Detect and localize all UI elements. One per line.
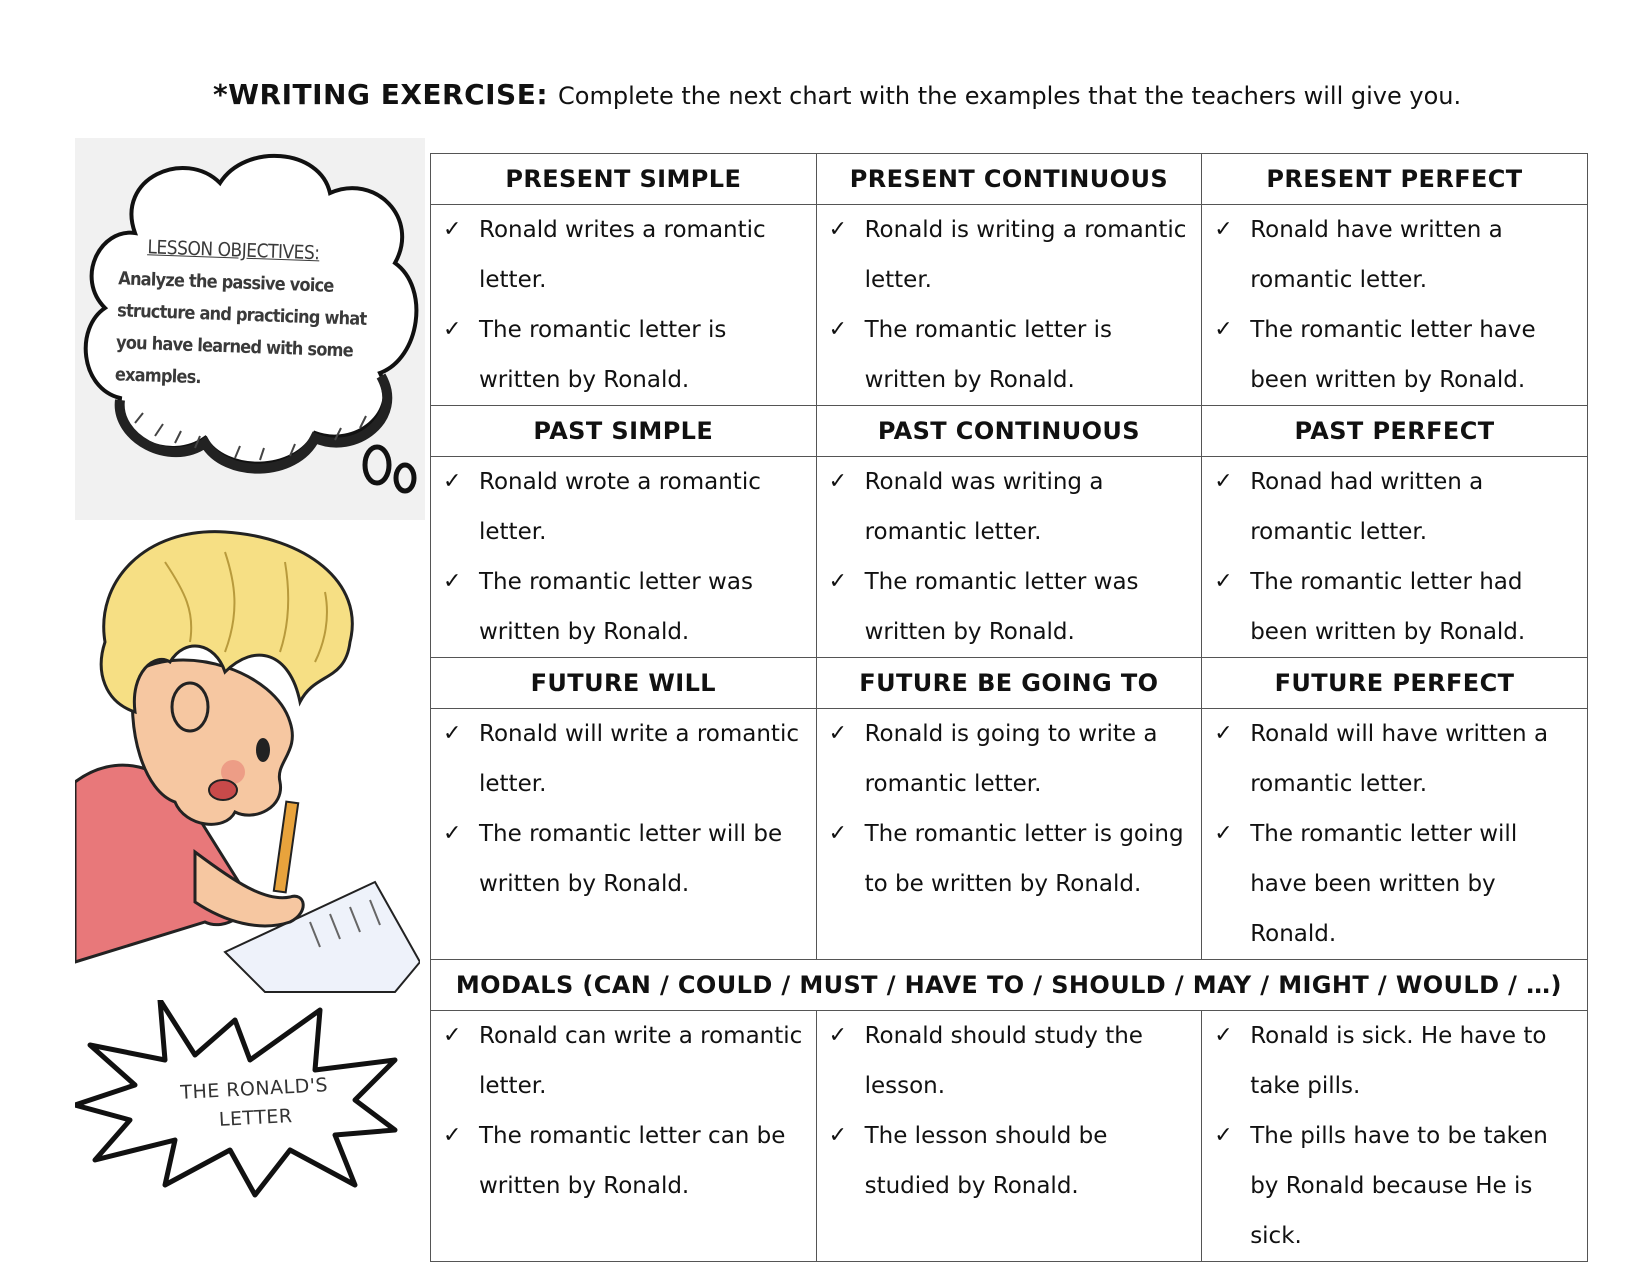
passive-example: ✓ The romantic letter have been written by Ronald. <box>1202 305 1587 405</box>
example-cell <box>816 1011 1202 1262</box>
example-cell <box>1202 205 1588 406</box>
ronalds-letter-burst <box>75 1000 420 1200</box>
check-icon: ✓ <box>443 469 462 494</box>
active-example: ✓ Ronald is sick. He have to take pills. <box>1202 1011 1587 1111</box>
burst-line-1: THE RONALD'S <box>179 1074 329 1104</box>
example-cell <box>1202 1011 1588 1262</box>
passive-example: ✓ The romantic letter is written by Ronald. <box>431 305 816 405</box>
header-modals: MODALS (CAN / COULD / MUST / HAVE TO / SHOULD / MAY / MIGHT / WOULD / …) <box>431 960 1588 1011</box>
section-header-row <box>431 658 1588 709</box>
check-icon: ✓ <box>828 1023 848 1048</box>
check-icon: ✓ <box>1214 1023 1233 1048</box>
burst-label <box>154 1070 357 1138</box>
section-header-row <box>431 960 1588 1011</box>
objectives-title: LESSON OBJECTIVES: <box>147 236 320 265</box>
header-future-perfect: FUTURE PERFECT <box>1202 658 1588 709</box>
check-icon: ✓ <box>1214 469 1233 494</box>
check-icon: ✓ <box>1214 721 1233 746</box>
check-icon: ✓ <box>828 821 848 846</box>
passive-example: ✓ The romantic letter had been written by Ronald. <box>1202 557 1587 657</box>
check-icon: ✓ <box>443 217 462 242</box>
example-cell <box>431 205 817 406</box>
header-past-perfect: PAST PERFECT <box>1202 406 1588 457</box>
section-header-row <box>431 406 1588 457</box>
section-body-row <box>431 205 1588 406</box>
lesson-objectives-cloud <box>75 138 425 520</box>
section-body-row <box>431 457 1588 658</box>
example-cell <box>431 709 817 960</box>
check-icon: ✓ <box>443 317 462 342</box>
objectives-text: Analyze the passive voice structure and practicing what you have learned with some examples. <box>114 268 367 389</box>
active-example: ✓ Ronad had written a romantic letter. <box>1202 457 1587 557</box>
check-icon: ✓ <box>1214 821 1233 846</box>
example-cell <box>431 1011 817 1262</box>
active-example: ✓ Ronald have written a romantic letter. <box>1202 205 1587 305</box>
example-cell <box>431 457 817 658</box>
check-icon: ✓ <box>443 1023 462 1048</box>
passive-example: ✓ The romantic letter will have been written by Ronald. <box>1202 809 1587 959</box>
header-present-simple: PRESENT SIMPLE <box>431 154 817 205</box>
passive-example: ✓ The romantic letter was written by Ronald. <box>431 557 816 657</box>
check-icon: ✓ <box>1214 1123 1233 1148</box>
check-icon: ✓ <box>828 1123 848 1148</box>
check-icon: ✓ <box>1214 569 1233 594</box>
check-icon: ✓ <box>443 569 462 594</box>
exercise-title: *WRITING EXERCISE: <box>213 78 549 111</box>
header-past-simple: PAST SIMPLE <box>431 406 817 457</box>
passive-example: ✓ The romantic letter was written by Ronald. <box>817 557 1202 657</box>
passive-example: ✓ The romantic letter can be written by Ronald. <box>431 1111 816 1211</box>
check-icon: ✓ <box>1214 317 1233 342</box>
check-icon: ✓ <box>828 317 848 342</box>
passive-example: ✓ The lesson should be studied by Ronald. <box>817 1111 1202 1211</box>
boy-writing-illustration <box>75 522 420 1002</box>
passive-example: ✓ The pills have to be taken by Ronald because He is sick. <box>1202 1111 1587 1261</box>
header-present-perfect: PRESENT PERFECT <box>1202 154 1588 205</box>
page-title <box>213 78 1461 111</box>
check-icon: ✓ <box>828 217 848 242</box>
boy-writing-icon <box>75 522 420 1002</box>
active-example: ✓ Ronald will write a romantic letter. <box>431 709 816 809</box>
check-icon: ✓ <box>828 569 848 594</box>
active-example: ✓ Ronald should study the lesson. <box>817 1011 1202 1111</box>
example-cell <box>816 205 1202 406</box>
check-icon: ✓ <box>828 721 848 746</box>
passive-example: ✓ The romantic letter will be written by Ronald. <box>431 809 816 909</box>
section-body-row <box>431 1011 1588 1262</box>
active-example: ✓ Ronald writes a romantic letter. <box>431 205 816 305</box>
header-future-going-to: FUTURE BE GOING TO <box>816 658 1202 709</box>
section-header-row <box>431 154 1588 205</box>
objectives-text-block <box>114 235 389 400</box>
check-icon: ✓ <box>443 821 462 846</box>
header-past-continuous: PAST CONTINUOUS <box>816 406 1202 457</box>
example-cell <box>816 457 1202 658</box>
check-icon: ✓ <box>443 721 462 746</box>
section-body-row <box>431 709 1588 960</box>
burst-line-2: LETTER <box>218 1105 294 1131</box>
header-present-continuous: PRESENT CONTINUOUS <box>816 154 1202 205</box>
passive-example: ✓ The romantic letter is written by Ronald. <box>817 305 1202 405</box>
active-example: ✓ Ronald wrote a romantic letter. <box>431 457 816 557</box>
example-cell <box>1202 457 1588 658</box>
passive-example: ✓ The romantic letter is going to be written by Ronald. <box>817 809 1202 909</box>
example-cell <box>816 709 1202 960</box>
active-example: ✓ Ronald can write a romantic letter. <box>431 1011 816 1111</box>
check-icon: ✓ <box>828 469 848 494</box>
active-example: ✓ Ronald was writing a romantic letter. <box>817 457 1202 557</box>
tense-chart <box>430 153 1588 1262</box>
active-example: ✓ Ronald will have written a romantic letter. <box>1202 709 1587 809</box>
active-example: ✓ Ronald is going to write a romantic letter. <box>817 709 1202 809</box>
example-cell <box>1202 709 1588 960</box>
check-icon: ✓ <box>443 1123 462 1148</box>
active-example: ✓ Ronald is writing a romantic letter. <box>817 205 1202 305</box>
check-icon: ✓ <box>1214 217 1233 242</box>
header-future-will: FUTURE WILL <box>431 658 817 709</box>
exercise-instruction: Complete the next chart with the examples that the teachers will give you. <box>558 82 1462 110</box>
